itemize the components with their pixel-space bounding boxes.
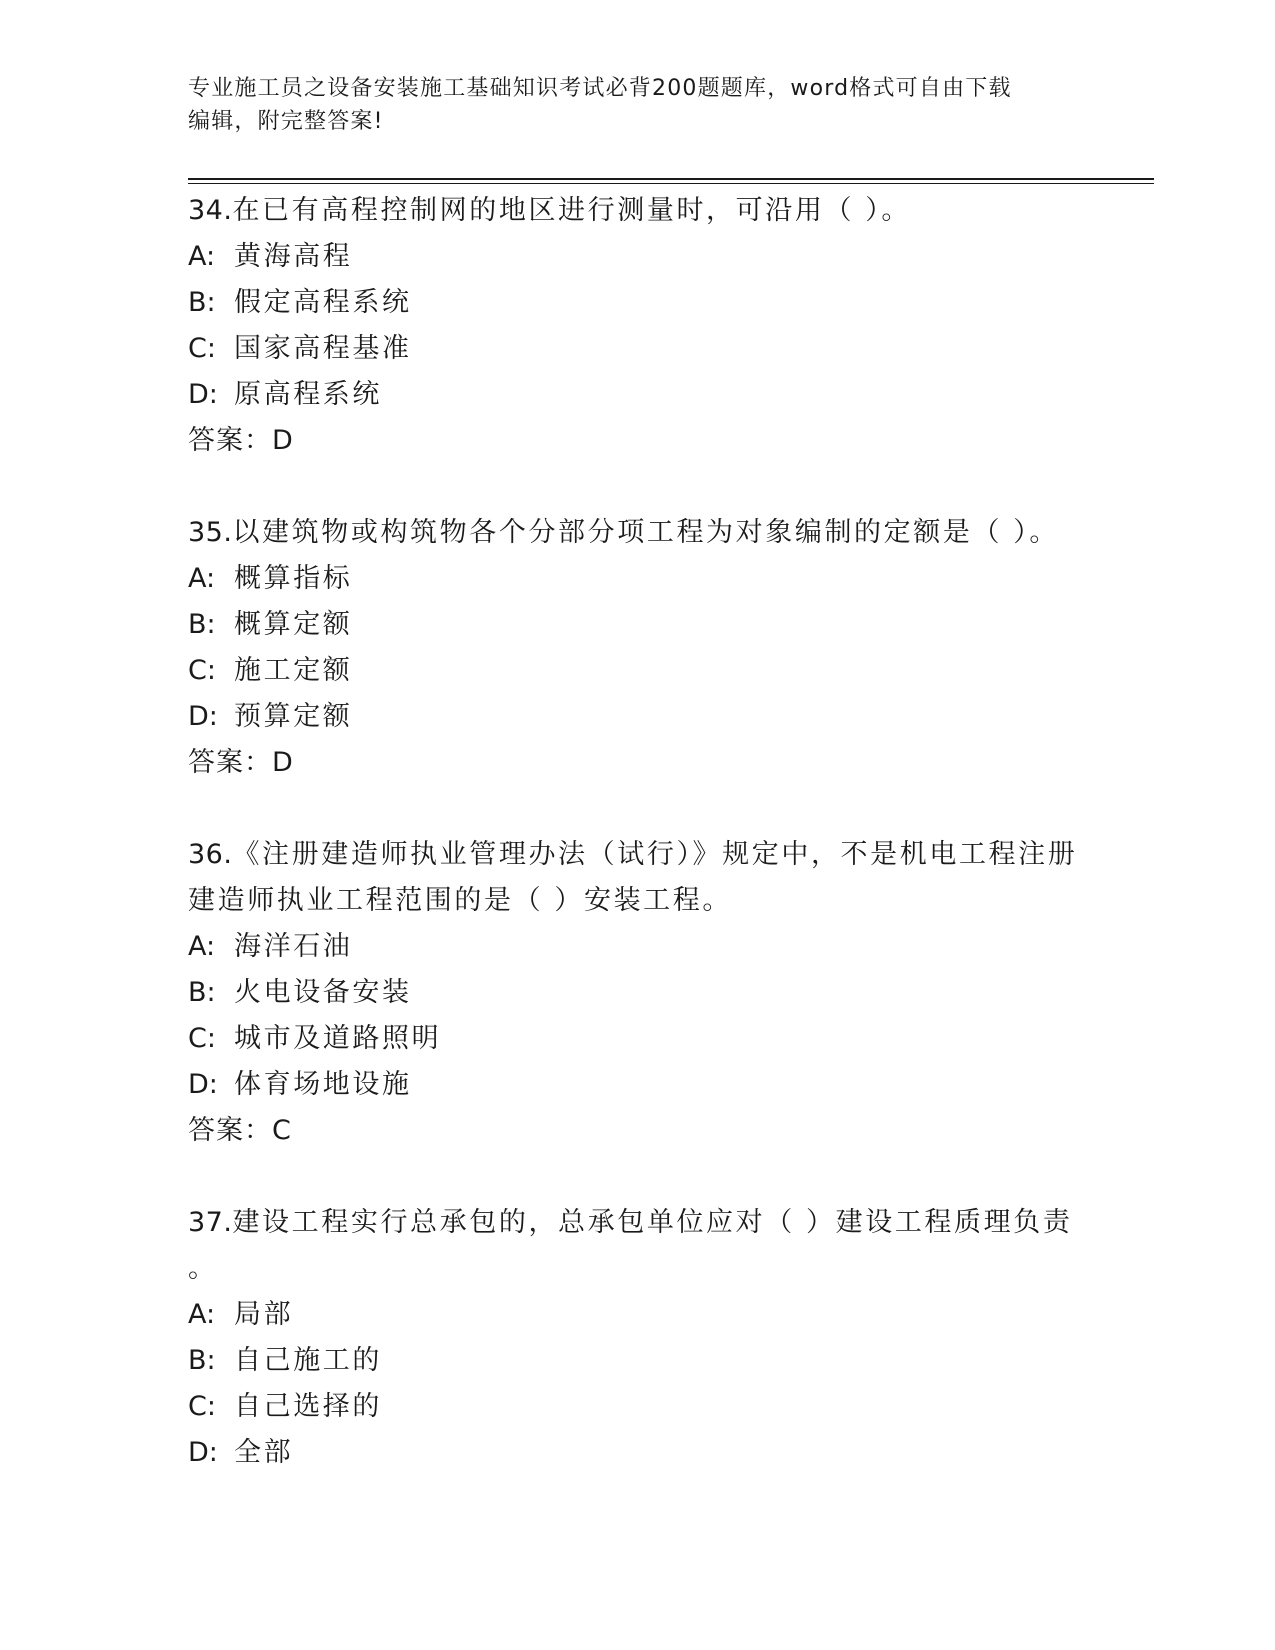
option-text: 黄海高程 xyxy=(234,241,353,272)
header-divider-thick xyxy=(188,178,1154,180)
question-stem-line: 在已有高程控制网的地区进行测量时，可沿用（ ）。 xyxy=(232,195,911,226)
option-letter: B: xyxy=(188,609,216,640)
option-a xyxy=(188,924,1108,970)
question-stem xyxy=(188,510,1108,556)
answer-line xyxy=(188,740,1108,786)
option-a xyxy=(188,234,1108,280)
option-c xyxy=(188,1016,1108,1062)
option-letter: A: xyxy=(188,1299,216,1330)
question-34 xyxy=(188,188,1108,464)
option-b xyxy=(188,280,1108,326)
option-text: 自己选择的 xyxy=(234,1391,382,1422)
option-b xyxy=(188,602,1108,648)
question-list xyxy=(188,188,1108,1522)
document-header xyxy=(188,72,1088,138)
answer-label: 答案： xyxy=(188,425,272,456)
option-letter: B: xyxy=(188,287,216,318)
question-37 xyxy=(188,1200,1108,1476)
option-b xyxy=(188,1338,1108,1384)
answer-value: C xyxy=(272,1115,291,1146)
option-text: 全部 xyxy=(234,1437,294,1468)
option-c xyxy=(188,326,1108,372)
question-number: 36. xyxy=(188,839,233,870)
question-stem-line: 建设工程实行总承包的，总承包单位应对（ ）建设工程质理负责 xyxy=(232,1207,1073,1238)
option-text: 概算指标 xyxy=(234,563,353,594)
question-stem-continuation: 建造师执业工程范围的是（ ）安装工程。 xyxy=(188,885,732,916)
question-stem-continuation: 。 xyxy=(188,1253,218,1284)
option-a xyxy=(188,556,1108,602)
option-text: 自己施工的 xyxy=(234,1345,382,1376)
option-text: 假定高程系统 xyxy=(234,287,412,318)
answer-value: D xyxy=(272,747,293,778)
option-text: 预算定额 xyxy=(234,701,353,732)
option-text: 火电设备安装 xyxy=(234,977,412,1008)
option-letter: D: xyxy=(188,379,218,410)
option-d xyxy=(188,1430,1108,1476)
answer-line xyxy=(188,418,1108,464)
answer-label: 答案： xyxy=(188,1115,272,1146)
option-d xyxy=(188,1062,1108,1108)
answer-line xyxy=(188,1108,1108,1154)
option-text: 国家高程基准 xyxy=(234,333,412,364)
option-letter: C: xyxy=(188,1023,216,1054)
option-letter: B: xyxy=(188,1345,216,1376)
option-c xyxy=(188,1384,1108,1430)
question-stem-line: 《注册建造师执业管理办法（试行）》规定中，不是机电工程注册 xyxy=(232,839,1078,870)
option-letter: C: xyxy=(188,1391,216,1422)
header-line-2: 编辑，附完整答案! xyxy=(188,109,384,134)
option-letter: D: xyxy=(188,1069,218,1100)
option-text: 概算定额 xyxy=(234,609,353,640)
option-d xyxy=(188,694,1108,740)
question-stem xyxy=(188,832,1108,878)
question-number: 37. xyxy=(188,1207,233,1238)
option-b xyxy=(188,970,1108,1016)
question-number: 34. xyxy=(188,195,233,226)
option-letter: D: xyxy=(188,701,218,732)
option-text: 施工定额 xyxy=(234,655,353,686)
option-text: 局部 xyxy=(234,1299,294,1330)
option-letter: D: xyxy=(188,1437,218,1468)
question-stem xyxy=(188,1200,1108,1246)
question-36 xyxy=(188,832,1108,1154)
option-c xyxy=(188,648,1108,694)
question-stem-line: 以建筑物或构筑物各个分部分项工程为对象编制的定额是（ ）。 xyxy=(232,517,1059,548)
question-number: 35. xyxy=(188,517,233,548)
option-letter: A: xyxy=(188,241,216,272)
question-stem xyxy=(188,188,1108,234)
option-letter: A: xyxy=(188,563,216,594)
answer-label: 答案： xyxy=(188,747,272,778)
option-letter: C: xyxy=(188,655,216,686)
option-text: 海洋石油 xyxy=(234,931,353,962)
header-line-1: 专业施工员之设备安装施工基础知识考试必背200题题库，word格式可自由下载 xyxy=(188,76,1012,101)
option-text: 原高程系统 xyxy=(234,379,382,410)
option-letter: B: xyxy=(188,977,216,1008)
option-letter: C: xyxy=(188,333,216,364)
question-35 xyxy=(188,510,1108,786)
option-a xyxy=(188,1292,1108,1338)
option-letter: A: xyxy=(188,931,216,962)
option-d xyxy=(188,372,1108,418)
answer-value: D xyxy=(272,425,293,456)
option-text: 城市及道路照明 xyxy=(234,1023,442,1054)
option-text: 体育场地设施 xyxy=(234,1069,412,1100)
header-divider-thin xyxy=(188,183,1154,184)
